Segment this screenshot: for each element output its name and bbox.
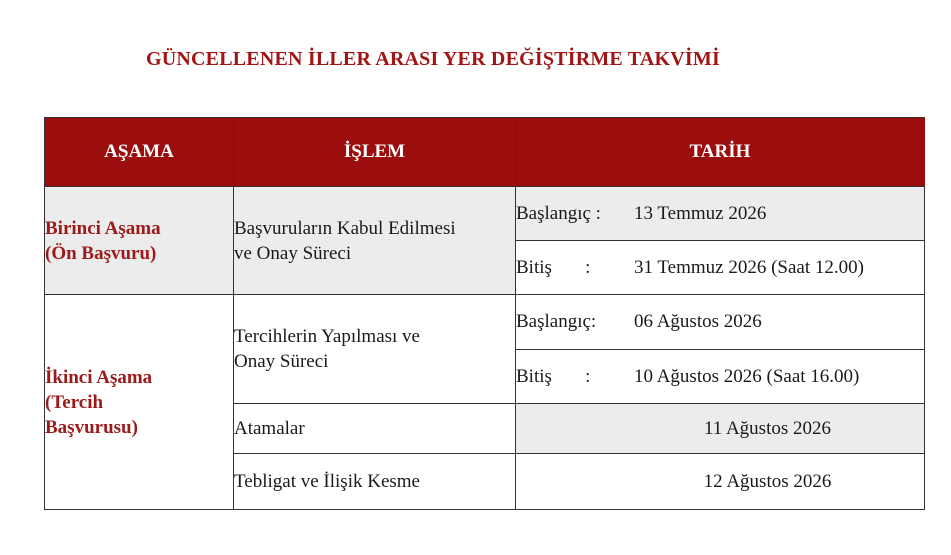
end-date: 10 Ağustos 2026 (Saat 16.00) [634,365,860,387]
header-row [45,118,925,187]
stage-2-cell [45,295,234,510]
schedule-table [44,117,925,510]
stage-1-start-cell [516,187,925,241]
operation-text: ve Onay Süreci [234,242,352,264]
operation-text: Tercihlerin Yapılması ve [234,326,420,347]
page-title: GÜNCELLENEN İLLER ARASI YER DEĞİŞTİRME TAKVİMİ [146,48,720,70]
notification-cell: Tebligat ve İlişik Kesme [234,454,516,510]
stage-2-subname: Başvurusu) [45,416,138,438]
start-date: 06 Ağustos 2026 [634,311,762,332]
assignments-date-cell [516,404,925,454]
table-row [45,295,925,350]
start-label: Başlangıç: [516,311,597,332]
header-stage: AŞAMA [45,118,234,187]
header-date: TARİH [516,118,925,187]
end-label: Bitiş : [516,256,591,278]
end-date: 31 Temmuz 2026 (Saat 12.00) [634,256,864,278]
operation-text: Onay Süreci [234,351,329,372]
operation-text: Başvuruların Kabul Edilmesi [234,217,456,239]
stage-2-subname: (Tercih [45,391,104,413]
stage-2-operation-cell [234,295,516,404]
assignments-cell: Atamalar [234,404,516,454]
stage-1-subname: (Ön Başvuru) [45,242,157,264]
notification-date: 12 Ağustos 2026 [703,470,832,492]
stage-2-start-cell [516,295,925,350]
stage-1-operation-cell [234,187,516,295]
header-operation: İŞLEM [234,118,516,187]
stage-1-end-cell [516,241,925,295]
table-row [45,187,925,241]
assignments-date: 11 Ağustos 2026 [703,417,832,439]
stage-1-name: Birinci Aşama [45,217,161,239]
stage-1-cell [45,187,234,295]
start-date: 13 Temmuz 2026 [634,202,767,224]
notification-date-cell [516,454,925,510]
start-label: Başlangıç : [516,202,601,224]
end-label: Bitiş : [516,365,591,387]
stage-2-name: İkinci Aşama [45,366,153,388]
stage-2-end-cell [516,350,925,404]
